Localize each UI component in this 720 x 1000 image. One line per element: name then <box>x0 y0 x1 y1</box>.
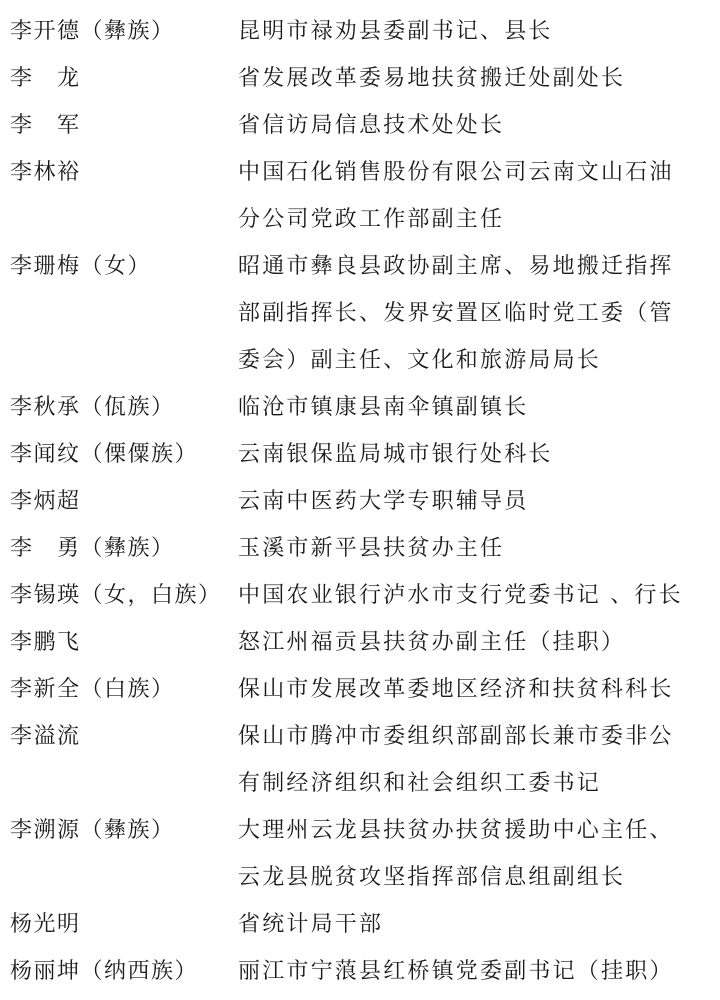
list-item <box>0 384 720 431</box>
list-item <box>0 525 720 572</box>
person-position <box>238 8 720 55</box>
person-name: 杨光明 <box>10 912 81 937</box>
position-line: 昭通市彝良县政协副主席、易地搬迁指挥 <box>238 254 674 279</box>
position-line: 保山市腾冲市委组织部副部长兼市委非公 <box>238 724 674 749</box>
list-item <box>0 8 720 55</box>
position-line: 云南中医药大学专职辅导员 <box>238 489 529 514</box>
position-line: 有制经济组织和社会组织工委书记 <box>238 771 602 796</box>
person-name: 李 军 <box>10 113 81 138</box>
position-line: 昆明市禄劝县委副书记、县长 <box>238 19 553 44</box>
person-name: 李秋承（佤族） <box>10 395 175 420</box>
list-item <box>0 666 720 713</box>
person-name: 李炳超 <box>10 489 81 514</box>
position-line: 省统计局干部 <box>238 912 384 937</box>
position-line: 云龙县脱贫攻坚指挥部信息组副组长 <box>238 865 626 890</box>
list-item <box>0 478 720 525</box>
person-position <box>238 525 720 572</box>
list-item <box>0 431 720 478</box>
person-position <box>238 384 720 431</box>
person-position <box>238 666 720 713</box>
person-position <box>238 572 720 619</box>
person-name: 李珊梅（女） <box>10 254 152 279</box>
person-name: 李 勇（彝族） <box>10 536 175 561</box>
list-item <box>0 619 720 666</box>
person-name: 李溢流 <box>10 724 81 749</box>
list-item <box>0 713 720 807</box>
list-item <box>0 807 720 901</box>
person-position <box>238 901 720 948</box>
list-item <box>0 901 720 948</box>
position-line: 省信访局信息技术处处长 <box>238 113 505 138</box>
person-position <box>238 478 720 525</box>
person-position <box>238 948 720 995</box>
person-name: 李溯源（彝族） <box>10 818 175 843</box>
person-name: 李 龙 <box>10 66 81 91</box>
person-position <box>238 243 720 384</box>
person-position <box>238 619 720 666</box>
position-line: 云南银保监局城市银行处科长 <box>238 442 553 467</box>
person-name: 杨丽坤（纳西族） <box>10 959 199 984</box>
person-position <box>238 55 720 102</box>
person-name: 李闻纹（傈僳族） <box>10 442 199 467</box>
person-name: 李鹏飞 <box>10 630 81 655</box>
position-line: 委会）副主任、文化和旅游局局长 <box>238 348 602 373</box>
person-position <box>238 431 720 478</box>
person-name: 李林裕 <box>10 160 81 185</box>
list-item <box>0 102 720 149</box>
position-line: 分公司党政工作部副主任 <box>238 207 505 232</box>
person-position <box>238 102 720 149</box>
position-line: 大理州云龙县扶贫办扶贫援助中心主任、 <box>238 818 674 843</box>
position-line: 部副指挥长、发界安置区临时党工委（管 <box>238 301 674 326</box>
person-name: 李锡瑛（女，白族） <box>10 583 222 608</box>
person-position <box>238 149 720 243</box>
position-line: 丽江市宁蒗县红桥镇党委副书记（挂职） <box>238 959 674 984</box>
list-item <box>0 572 720 619</box>
person-name: 李开德（彝族） <box>10 19 175 44</box>
position-line: 玉溪市新平县扶贫办主任 <box>238 536 505 561</box>
person-name: 李新全（白族） <box>10 677 175 702</box>
position-line: 中国农业银行泸水市支行党委书记 、行长 <box>238 583 683 608</box>
person-position <box>238 807 720 901</box>
list-item <box>0 243 720 384</box>
list-item <box>0 55 720 102</box>
position-line: 保山市发展改革委地区经济和扶贫科科长 <box>238 677 674 702</box>
list-item <box>0 149 720 243</box>
position-line: 中国石化销售股份有限公司云南文山石油 <box>238 160 674 185</box>
person-position <box>238 713 720 807</box>
list-item <box>0 948 720 995</box>
position-line: 怒江州福贡县扶贫办副主任（挂职） <box>238 630 626 655</box>
position-line: 省发展改革委易地扶贫搬迁处副处长 <box>238 66 626 91</box>
position-line: 临沧市镇康县南伞镇副镇长 <box>238 395 529 420</box>
